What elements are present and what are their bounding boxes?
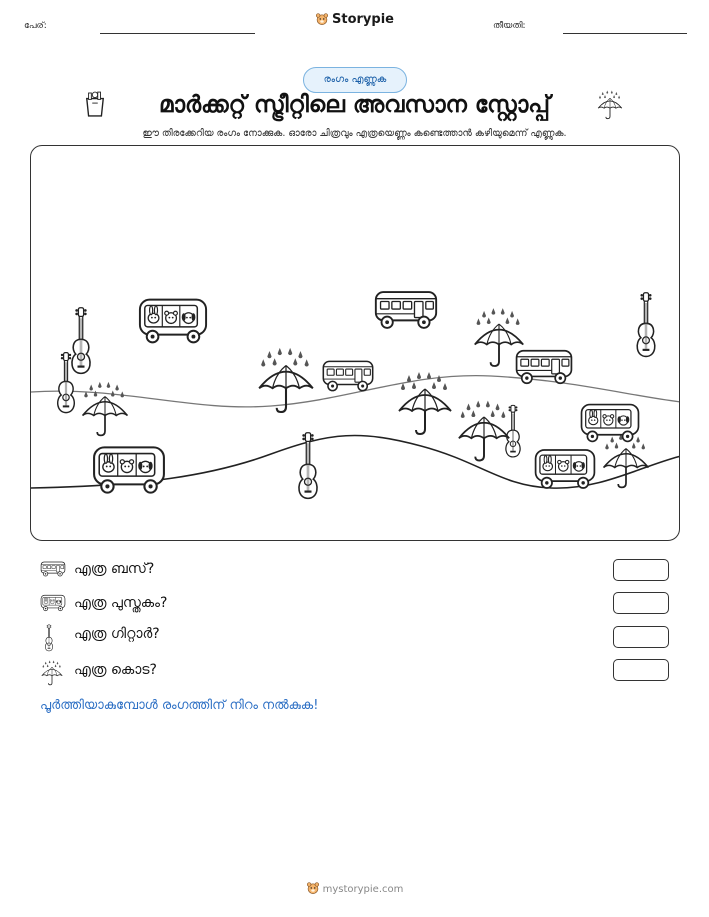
footer [0,881,709,895]
animal-bus [140,300,206,343]
question-text: എത്ര ബസ്? [74,561,155,577]
animal-bus [94,447,164,492]
bear-logo-icon [315,12,329,26]
question-text: എത്ര പുസ്തകം? [74,595,168,611]
answer-box-book[interactable] [613,592,669,614]
guitar [506,405,520,457]
name-label: പേര്: [24,21,47,31]
animal-bus [536,450,595,488]
animal-bus [582,405,639,442]
guitar-icon [43,624,55,652]
bus-icon [40,559,66,579]
umbrella-icon [596,90,624,120]
brand-name: Storypie [332,12,394,27]
answer-box-umbrella[interactable] [613,659,669,681]
umbrella [399,372,451,434]
guitar [72,308,90,374]
bus [323,361,372,390]
instructions: ഈ തിരക്കേറിയ രംഗം നോക്കുക. ഓരോ ചിത്രവും എത്രയെണ്ണം കണ്ടെത്താൻ കഴിയുമെന്ന് എണ്ണുക. [142,128,567,139]
bear-logo-icon [306,881,320,895]
name-line[interactable] [100,33,255,34]
umbrella [459,401,509,461]
guitar [637,293,655,357]
counting-scene [30,145,680,541]
umbrella [83,382,128,436]
bus [376,292,436,328]
answer-box-bus[interactable] [613,559,669,581]
bus [517,351,572,384]
footer-url[interactable]: mystorypie.com [322,884,404,895]
page-title: മാർക്കറ്റ് സ്ട്രീറ്റിലെ അവസാന സ്റ്റോപ്പ് [158,92,551,118]
question-text: എത്ര കൊട? [74,662,157,678]
coloring-note: പൂർത്തിയാകുമ്പോൾ രംഗത്തിന് നിറം നൽകുക! [40,698,319,713]
activity-badge: രംഗം എണ്ണുക [303,67,407,93]
guitar [299,433,317,499]
date-line[interactable] [563,33,687,34]
date-label: തീയതി: [493,21,526,31]
umbrella-icon [40,660,64,686]
book-bus-icon [40,593,66,613]
answer-box-guitar[interactable] [613,626,669,648]
brand-logo [0,12,709,27]
question-text: എത്ര ഗിറ്റാർ? [74,626,160,642]
